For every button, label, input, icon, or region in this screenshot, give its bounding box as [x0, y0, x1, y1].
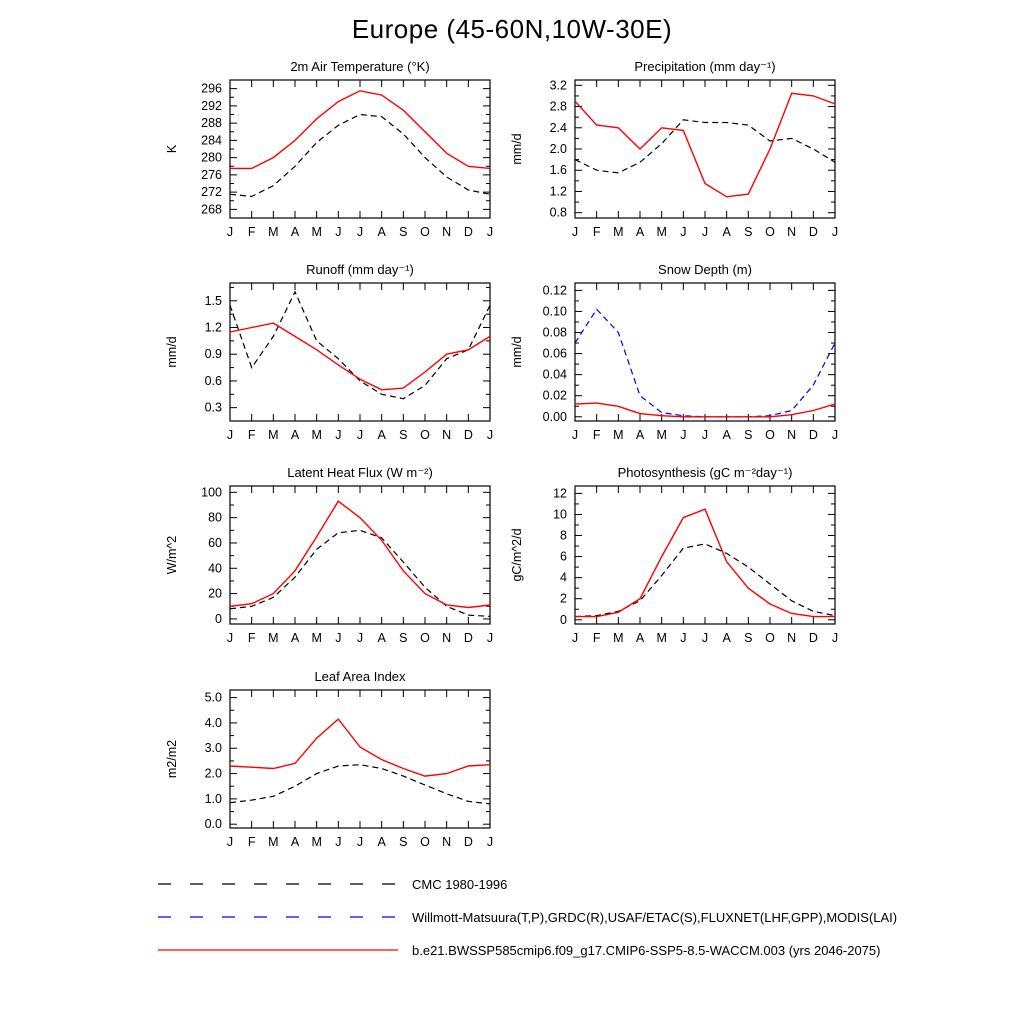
y-tick-label: 1.2: [204, 320, 222, 335]
y-tick-label: 2.0: [204, 766, 222, 781]
chart-title: Runoff (mm day⁻¹): [306, 262, 414, 277]
x-tick-label: J: [335, 835, 342, 849]
y-tick-label: 276: [201, 167, 222, 182]
y-tick-label: 284: [201, 133, 222, 148]
x-tick-label: M: [268, 835, 279, 849]
chart-title: Precipitation (mm day⁻¹): [634, 59, 776, 74]
y-tick-label: 60: [208, 535, 222, 550]
x-tick-label: J: [680, 631, 687, 645]
legend-item-observations: [158, 907, 1018, 927]
x-tick-label: A: [377, 835, 386, 849]
x-tick-label: J: [680, 225, 687, 239]
x-tick-label: F: [247, 631, 256, 645]
x-tick-label: J: [226, 835, 234, 849]
x-tick-label: J: [226, 631, 234, 645]
x-tick-label: S: [744, 428, 753, 442]
y-tick-label: 2.0: [549, 142, 567, 156]
x-tick-label: M: [311, 631, 322, 645]
x-tick-label: D: [463, 428, 473, 442]
x-tick-label: O: [765, 428, 775, 442]
x-tick-label: D: [808, 428, 818, 442]
x-tick-label: O: [420, 225, 430, 239]
y-tick-label: 0: [215, 611, 222, 626]
y-tick-label: 0.02: [542, 388, 567, 403]
y-axis-label: gC/m^2/d: [510, 528, 524, 582]
y-tick-label: 292: [201, 98, 222, 113]
chart-title: 2m Air Temperature (°K): [290, 59, 430, 74]
x-tick-label: J: [831, 631, 839, 645]
x-tick-label: O: [420, 835, 430, 849]
x-tick-label: N: [787, 428, 797, 442]
y-tick-label: 0.08: [542, 325, 567, 340]
y-tick-label: 0: [560, 612, 567, 627]
x-tick-label: F: [592, 631, 601, 645]
x-tick-label: O: [420, 428, 430, 442]
x-tick-label: A: [290, 225, 300, 239]
x-tick-label: N: [442, 835, 452, 849]
x-tick-label: J: [831, 428, 839, 442]
x-tick-label: J: [486, 428, 494, 442]
x-tick-label: J: [335, 428, 342, 442]
y-tick-label: 1.5: [204, 293, 222, 308]
y-tick-label: 296: [201, 81, 222, 96]
y-tick-label: 0.12: [542, 283, 567, 298]
y-tick-label: 5.0: [204, 690, 222, 705]
y-tick-label: 12: [553, 486, 567, 501]
x-tick-label: M: [311, 225, 322, 239]
x-tick-label: J: [486, 631, 494, 645]
series-obs-dashed: [230, 292, 490, 399]
x-tick-label: N: [442, 631, 452, 645]
y-tick-label: 0.0: [204, 817, 222, 832]
y-tick-label: 100: [201, 485, 222, 500]
y-tick-label: 0.8: [549, 205, 567, 220]
x-tick-label: J: [701, 225, 709, 239]
x-tick-label: N: [787, 631, 797, 645]
chart-2m-air-temperature: [160, 58, 505, 258]
chart-title: Leaf Area Index: [314, 669, 406, 684]
x-tick-label: J: [356, 835, 364, 849]
x-tick-label: D: [463, 835, 473, 849]
x-tick-label: S: [399, 631, 408, 645]
legend-item-model: [158, 940, 1018, 960]
y-tick-label: 0.9: [204, 347, 222, 362]
x-tick-label: J: [831, 225, 839, 239]
y-tick-label: 2.8: [549, 99, 567, 114]
y-tick-label: 2.4: [549, 120, 567, 135]
plot-frame: [575, 80, 835, 218]
y-tick-label: 1.0: [204, 791, 222, 806]
series-obs-dashed: [230, 530, 490, 616]
x-tick-label: M: [613, 225, 624, 239]
plot-frame: [575, 486, 835, 624]
x-tick-label: A: [635, 225, 645, 239]
x-tick-label: M: [656, 428, 667, 442]
x-tick-label: F: [247, 225, 256, 239]
y-axis-label: mm/d: [510, 133, 524, 165]
plot-frame: [230, 690, 490, 828]
x-tick-label: N: [442, 225, 452, 239]
x-tick-label: S: [399, 835, 408, 849]
y-tick-label: 3.2: [549, 78, 567, 93]
x-tick-label: F: [247, 835, 256, 849]
x-tick-label: M: [613, 428, 624, 442]
x-tick-label: A: [377, 631, 386, 645]
y-tick-label: 1.2: [549, 184, 567, 199]
y-tick-label: 0.6: [204, 373, 222, 388]
y-tick-label: 288: [201, 116, 222, 131]
x-tick-label: A: [722, 631, 731, 645]
x-tick-label: F: [247, 428, 256, 442]
x-tick-label: O: [765, 631, 775, 645]
x-tick-label: M: [268, 225, 279, 239]
y-axis-label: W/m^2: [165, 535, 179, 575]
y-axis-label: m2/m2: [165, 739, 179, 779]
y-tick-label: 0.04: [542, 367, 567, 382]
y-tick-label: 6: [560, 549, 567, 564]
series-obs-dashed: [575, 544, 835, 617]
x-tick-label: A: [290, 631, 300, 645]
x-tick-label: J: [356, 428, 364, 442]
x-tick-label: D: [463, 225, 473, 239]
series-model: [575, 93, 835, 197]
y-tick-label: 0.10: [542, 304, 567, 319]
x-tick-label: J: [226, 225, 234, 239]
x-tick-label: M: [311, 835, 322, 849]
x-tick-label: M: [613, 631, 624, 645]
x-tick-label: M: [311, 428, 322, 442]
chart-latent-heat-flux: [160, 464, 505, 664]
y-tick-label: 10: [553, 507, 567, 522]
x-tick-label: J: [226, 428, 234, 442]
x-tick-label: J: [571, 225, 579, 239]
series-model: [230, 501, 490, 607]
series-model: [575, 509, 835, 616]
x-tick-label: J: [335, 225, 342, 239]
x-tick-label: J: [701, 631, 709, 645]
y-tick-label: 8: [560, 528, 567, 543]
page-title: Europe (45-60N,10W-30E): [351, 14, 673, 44]
x-tick-label: S: [399, 428, 408, 442]
y-tick-label: 3.0: [204, 741, 222, 756]
series-obs-dashed: [230, 765, 490, 804]
y-tick-label: 80: [208, 510, 222, 525]
legend-label: b.e21.BWSSP585cmip6.f09_g17.CMIP6-SSP5-8.5-WACCM.003 (yrs 2046-2075): [412, 942, 881, 958]
x-tick-label: F: [592, 428, 601, 442]
x-tick-label: N: [442, 428, 452, 442]
x-tick-label: J: [571, 631, 579, 645]
y-tick-label: 2: [560, 591, 567, 606]
x-tick-label: N: [787, 225, 797, 239]
x-tick-label: M: [656, 631, 667, 645]
y-tick-label: 272: [201, 185, 222, 200]
plot-frame: [575, 283, 835, 421]
plot-frame: [230, 80, 490, 218]
x-tick-label: A: [635, 428, 645, 442]
y-axis-label: mm/d: [165, 336, 179, 368]
x-tick-label: A: [635, 631, 645, 645]
series-model: [230, 91, 490, 169]
y-tick-label: 0.06: [542, 346, 567, 361]
plot-frame: [230, 486, 490, 624]
chart-runoff: [160, 261, 505, 461]
x-tick-label: A: [290, 428, 300, 442]
legend-label: CMC 1980-1996: [412, 876, 508, 892]
x-tick-label: M: [268, 428, 279, 442]
series-obs-snow-dashed: [575, 309, 835, 417]
y-axis-label: K: [165, 144, 179, 154]
x-tick-label: D: [463, 631, 473, 645]
x-tick-label: A: [290, 835, 300, 849]
y-tick-label: 40: [208, 561, 222, 576]
x-tick-label: A: [722, 428, 731, 442]
y-axis-label: mm/d: [510, 336, 524, 368]
legend-line-sample: [158, 911, 398, 923]
legend-line-sample: [158, 944, 398, 956]
x-tick-label: J: [680, 428, 687, 442]
chart-leaf-area-index: [160, 668, 505, 868]
legend: [158, 874, 1018, 973]
chart-photosynthesis: [505, 464, 850, 664]
legend-item-cmc: [158, 874, 1018, 894]
chart-title: Photosynthesis (gC m⁻²day⁻¹): [617, 465, 793, 480]
chart-title: Latent Heat Flux (W m⁻²): [287, 465, 433, 480]
y-tick-label: 4.0: [204, 715, 222, 730]
x-tick-label: J: [356, 631, 364, 645]
y-tick-label: 0.3: [204, 400, 222, 415]
legend-line-sample: [158, 878, 398, 890]
y-tick-label: 4: [560, 570, 567, 585]
x-tick-label: J: [356, 225, 364, 239]
x-tick-label: J: [571, 428, 579, 442]
x-tick-label: J: [335, 631, 342, 645]
x-tick-label: D: [808, 225, 818, 239]
x-tick-label: J: [486, 225, 494, 239]
x-tick-label: M: [656, 225, 667, 239]
x-tick-label: O: [420, 631, 430, 645]
x-tick-label: S: [744, 631, 753, 645]
x-tick-label: O: [765, 225, 775, 239]
y-tick-label: 280: [201, 150, 222, 165]
x-tick-label: A: [377, 225, 386, 239]
x-tick-label: S: [744, 225, 753, 239]
chart-snow-depth: [505, 261, 850, 461]
y-tick-label: 268: [201, 202, 222, 217]
y-tick-label: 1.6: [549, 163, 567, 178]
plot-frame: [230, 283, 490, 421]
legend-label: Willmott-Matsuura(T,P),GRDC(R),USAF/ETAC(S),FLUXNET(LHF,GPP),MODIS(LAI): [412, 909, 898, 925]
series-model: [230, 719, 490, 776]
y-tick-label: 0.00: [542, 409, 567, 424]
chart-precipitation: [505, 58, 850, 258]
x-tick-label: A: [377, 428, 386, 442]
y-tick-label: 20: [208, 586, 222, 601]
x-tick-label: J: [701, 428, 709, 442]
x-tick-label: F: [592, 225, 601, 239]
chart-title: Snow Depth (m): [658, 262, 752, 277]
x-tick-label: S: [399, 225, 408, 239]
x-tick-label: J: [486, 835, 494, 849]
x-tick-label: D: [808, 631, 818, 645]
x-tick-label: M: [268, 631, 279, 645]
series-model: [230, 323, 490, 390]
x-tick-label: A: [722, 225, 731, 239]
